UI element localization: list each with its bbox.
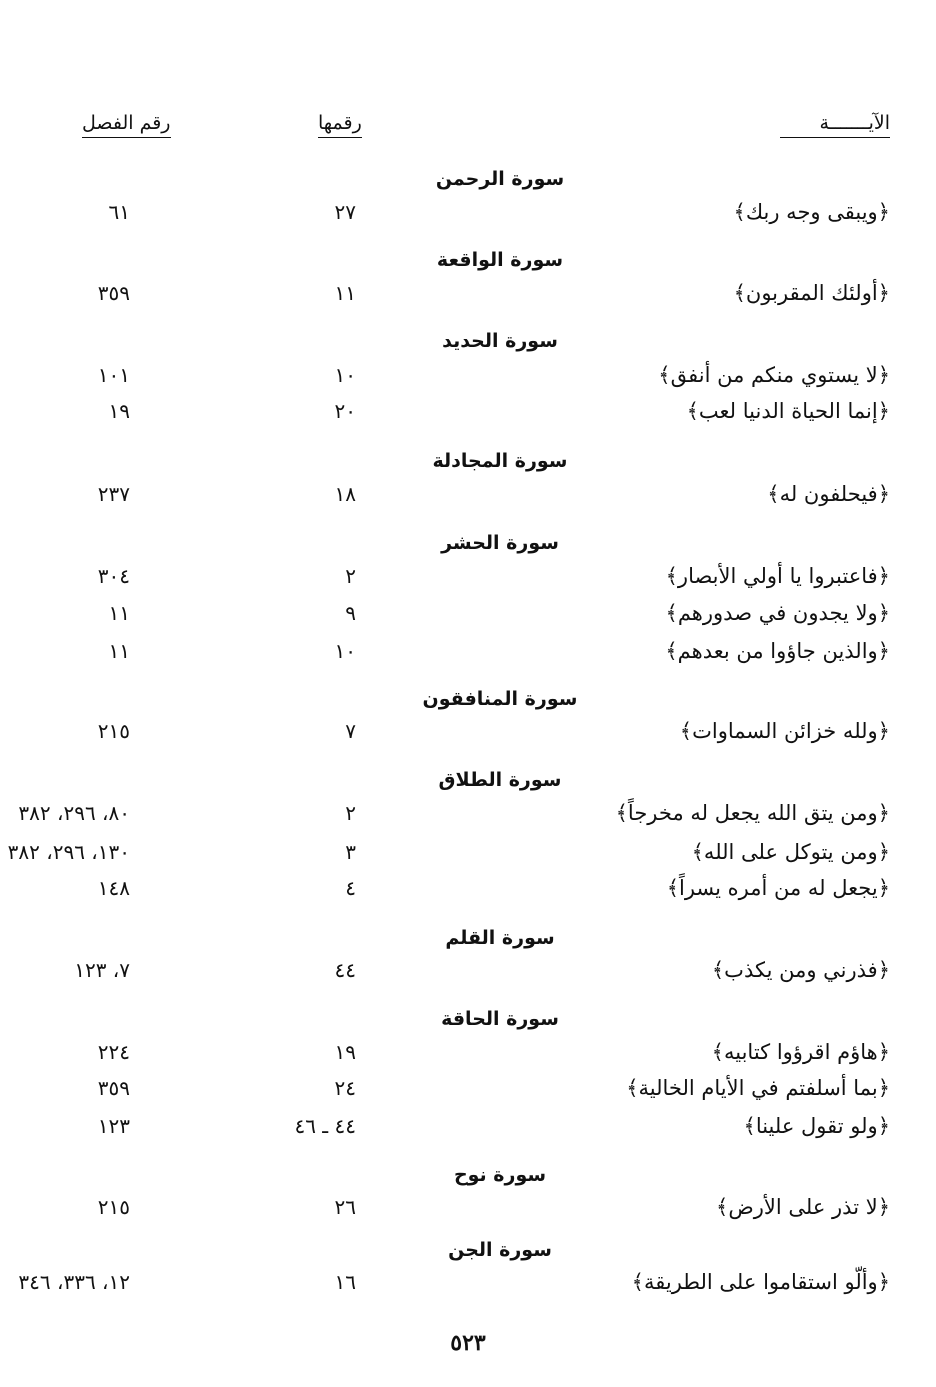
surah-heading: سورة المنافقون	[422, 688, 578, 710]
surah-heading: سورة الحديد	[442, 330, 558, 352]
index-row	[0, 801, 936, 835]
index-row	[0, 1114, 936, 1148]
verse-number: ٢٧	[334, 200, 356, 224]
chapter-numbers: ٣٥٩	[97, 1076, 130, 1100]
surah-heading: سورة الحشر	[441, 532, 559, 554]
verse-number: ٤٤	[334, 958, 356, 982]
index-row	[0, 1076, 936, 1110]
surah-heading: سورة نوح	[453, 1164, 547, 1186]
ayah-text: ﴿ولا يجدون في صدورهم﴾	[665, 601, 890, 625]
verse-number: ٤٤ ـ ٤٦	[294, 1114, 356, 1138]
ayah-text: ﴿لا تذر على الأرض﴾	[716, 1195, 890, 1219]
surah-heading: سورة الحاقة	[441, 1008, 559, 1030]
verse-number: ١١	[334, 281, 356, 305]
verse-number: ١٦	[334, 1270, 356, 1294]
index-row	[0, 1270, 936, 1304]
chapter-numbers: ٦١	[108, 200, 130, 224]
surah-heading: سورة الواقعة	[436, 249, 564, 271]
ayah-text: ﴿فذرني ومن يكذب﴾	[711, 958, 890, 982]
ayah-text: ﴿فاعتبروا يا أولي الأبصار﴾	[665, 564, 890, 588]
verse-number: ١٠	[334, 639, 356, 663]
chapter-numbers: ٣٥٩	[97, 281, 130, 305]
index-row	[0, 719, 936, 753]
verse-number: ١٩	[334, 1040, 356, 1064]
ayah-text: ﴿والذين جاؤوا من بعدهم﴾	[665, 639, 890, 663]
index-row	[0, 399, 936, 433]
column-header-verse-number: رقمها	[318, 112, 362, 138]
surah-heading: سورة الرحمن	[435, 168, 565, 190]
ayah-text: ﴿فيحلفون له﴾	[767, 482, 890, 506]
chapter-numbers: ٣٠٤	[97, 564, 130, 588]
index-row	[0, 840, 936, 874]
index-row	[0, 1195, 936, 1229]
chapter-numbers: ٢١٥	[97, 719, 130, 743]
ayah-text: ﴿ولو تقول علينا﴾	[743, 1114, 890, 1138]
verse-number: ٤	[345, 876, 356, 900]
page-number: ٥٢٣	[450, 1330, 486, 1356]
chapter-numbers: ١٠١	[97, 363, 130, 387]
verse-number: ٧	[345, 719, 356, 743]
ayah-text: ﴿لا يستوي منكم من أنفق﴾	[658, 363, 890, 387]
chapter-numbers: ٢٣٧	[97, 482, 130, 506]
verse-number: ٢٠	[334, 399, 356, 423]
index-row	[0, 482, 936, 516]
index-row	[0, 639, 936, 673]
verse-number: ٢	[345, 564, 356, 588]
index-row	[0, 281, 936, 315]
chapter-numbers: ١٩	[108, 399, 130, 423]
ayah-text: ﴿ومن يتوكل على الله﴾	[691, 840, 890, 864]
verse-number: ٢	[345, 801, 356, 825]
surah-heading: سورة القلم	[445, 927, 555, 949]
ayah-text: ﴿ويبقى وجه ربك﴾	[733, 200, 890, 224]
index-row	[0, 363, 936, 397]
chapter-numbers: ١١	[108, 639, 130, 663]
index-row	[0, 1040, 936, 1074]
chapter-numbers: ١٣٠، ٢٩٦، ٣٨٢	[7, 840, 130, 864]
surah-heading: سورة الجن	[448, 1239, 552, 1261]
verse-number: ٣	[345, 840, 356, 864]
ayah-text: ﴿ومن يتق الله يجعل له مخرجاً﴾	[615, 801, 890, 825]
ayah-text: ﴿يجعل له من أمره يسراً﴾	[666, 876, 890, 900]
column-header-chapter-number: رقم الفصل	[82, 112, 171, 138]
chapter-numbers: ٢١٥	[97, 1195, 130, 1219]
chapter-numbers: ٢٢٤	[97, 1040, 130, 1064]
verse-number: ٢٦	[334, 1195, 356, 1219]
index-row	[0, 564, 936, 598]
ayah-text: ﴿هاؤم اقرؤوا كتابيه﴾	[711, 1040, 890, 1064]
verse-number: ١٠	[334, 363, 356, 387]
column-header-ayah: الآيـــــــة	[780, 112, 890, 138]
verse-number: ١٨	[334, 482, 356, 506]
chapter-numbers: ١٢٣	[97, 1114, 130, 1138]
ayah-text: ﴿ولله خزائن السماوات﴾	[679, 719, 890, 743]
surah-heading: سورة الطلاق	[438, 769, 562, 791]
index-row	[0, 601, 936, 635]
chapter-numbers: ١٤٨	[97, 876, 130, 900]
ayah-text: ﴿أولئك المقربون﴾	[733, 281, 890, 305]
index-row	[0, 200, 936, 234]
chapter-numbers: ٨٠، ٢٩٦، ٣٨٢	[18, 801, 130, 825]
index-row	[0, 876, 936, 910]
ayah-text: ﴿بما أسلفتم في الأيام الخالية﴾	[626, 1076, 890, 1100]
chapter-numbers: ١٢، ٣٣٦، ٣٤٦	[18, 1270, 130, 1294]
chapter-numbers: ١١	[108, 601, 130, 625]
chapter-numbers: ٧، ١٢٣	[74, 958, 130, 982]
verse-number: ٩	[345, 601, 356, 625]
surah-heading: سورة المجادلة	[432, 450, 568, 472]
ayah-text: ﴿وألّو استقاموا على الطريقة﴾	[631, 1270, 890, 1294]
ayah-text: ﴿إنما الحياة الدنيا لعب﴾	[686, 399, 890, 423]
verse-number: ٢٤	[334, 1076, 356, 1100]
index-row	[0, 958, 936, 992]
